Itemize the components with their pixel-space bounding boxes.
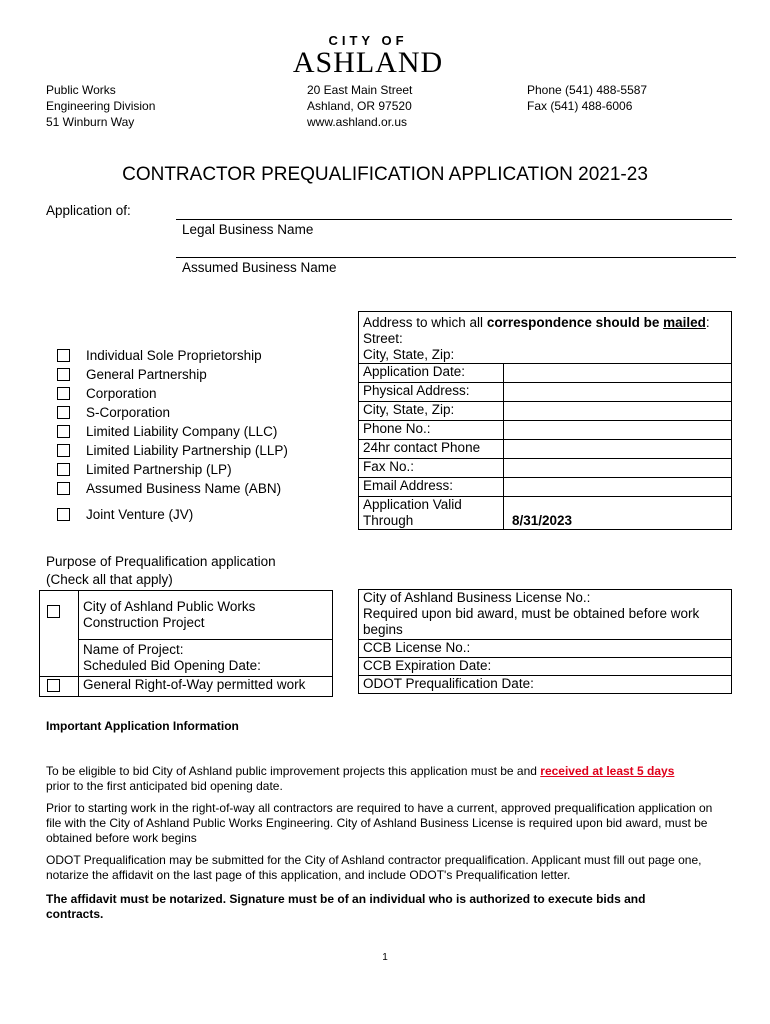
public-works-check-cell[interactable]	[40, 591, 79, 640]
mailing-address-cell[interactable]	[359, 312, 732, 364]
business-license-label: City of Ashland Business License No.:	[363, 590, 591, 605]
legal-name-label: Legal Business Name	[182, 222, 314, 237]
mailing-label-underlined: mailed	[663, 315, 706, 330]
city-state-zip-label: City, State, Zip:	[363, 347, 455, 362]
entity-type-label: Individual Sole Proprietorship	[86, 348, 262, 363]
public-works-label	[79, 591, 333, 640]
para1-text: To be eligible to bid City of Ashland public improvement projects this application must be and	[46, 764, 541, 778]
address-table	[358, 311, 732, 530]
application-of-label: Application of:	[46, 203, 131, 218]
checkbox[interactable]	[57, 482, 70, 495]
header-right	[527, 82, 647, 114]
mailing-label-bold: correspondence should be	[486, 315, 664, 330]
checkbox[interactable]	[57, 444, 70, 457]
entity-type-item[interactable]	[57, 384, 288, 403]
street-label: Street:	[363, 331, 403, 346]
header-left	[46, 82, 155, 130]
checkbox[interactable]	[57, 425, 70, 438]
checkbox[interactable]	[57, 463, 70, 476]
contact-24hr-field[interactable]	[504, 440, 732, 459]
assumed-name-line[interactable]	[176, 257, 736, 258]
entity-type-item[interactable]	[57, 479, 288, 498]
public-works-line-1: City of Ashland Public Works	[83, 599, 256, 614]
checkbox[interactable]	[47, 605, 60, 618]
paragraph-1	[46, 764, 726, 794]
entity-type-label: General Partnership	[86, 367, 207, 382]
entity-type-item[interactable]	[57, 505, 288, 524]
physical-address-field[interactable]	[504, 383, 732, 402]
project-name-label: Name of Project:	[83, 641, 184, 657]
checkbox[interactable]	[57, 349, 70, 362]
license-table	[358, 589, 732, 694]
phone-label: Phone No.:	[359, 421, 504, 440]
valid-line-2: Through	[363, 513, 414, 528]
entity-type-item[interactable]	[57, 422, 288, 441]
header-center	[307, 82, 412, 130]
email-label: Email Address:	[359, 478, 504, 497]
city-state-zip-field[interactable]	[504, 402, 732, 421]
entity-type-item[interactable]	[57, 460, 288, 479]
public-works-line-2: Construction Project	[83, 615, 205, 630]
purpose-line-1: Purpose of Prequalification application	[46, 554, 276, 569]
email-field[interactable]	[504, 478, 732, 497]
para1-continued: prior to the first anticipated bid opening date.	[46, 779, 283, 793]
important-heading: Important Application Information	[46, 719, 239, 733]
entity-type-list	[57, 346, 288, 524]
entity-type-item[interactable]	[57, 346, 288, 365]
header-address: 51 Winburn Way	[46, 115, 135, 129]
ccb-expiration-cell[interactable]: CCB Expiration Date:	[359, 658, 732, 676]
business-license-note: Required upon bid award, must be obtained before work begins	[363, 606, 700, 637]
valid-through-date: 8/31/2023	[504, 497, 732, 530]
header-dept: Public Works	[46, 83, 116, 97]
checkbox[interactable]	[57, 387, 70, 400]
row-label: General Right-of-Way permitted work	[79, 676, 333, 696]
entity-type-label: Limited Partnership (LP)	[86, 462, 232, 477]
checkbox[interactable]	[57, 508, 70, 521]
spacer-cell	[40, 639, 79, 676]
mailing-label-colon: :	[705, 315, 710, 330]
city-state-zip-label-2: City, State, Zip:	[359, 402, 504, 421]
logo-ashland: ASHLAND	[292, 46, 444, 79]
purpose-line-2: (Check all that apply)	[46, 572, 173, 587]
paragraph-3: ODOT Prequalification may be submitted for the City of Ashland contractor prequalification. Applicant must fill out page one, notarize the affidavit on the last page of this application, and include ODOT's Prequalification letter.	[46, 853, 702, 882]
paragraph-4: The affidavit must be notarized. Signature must be of an individual who is authorized to execute bids and contracts.	[46, 892, 646, 921]
legal-name-line[interactable]	[176, 219, 732, 220]
entity-type-item[interactable]	[57, 403, 288, 422]
header-phone: Phone (541) 488-5587	[527, 83, 648, 97]
header-fax: Fax (541) 488-6006	[527, 99, 633, 113]
fax-field[interactable]	[504, 459, 732, 478]
assumed-name-label: Assumed Business Name	[182, 260, 337, 275]
entity-type-label: Limited Liability Company (LLC)	[86, 424, 278, 439]
para1-highlight: received at least 5 days	[540, 764, 675, 778]
header-city: Ashland, OR 97520	[307, 99, 412, 113]
page-title: CONTRACTOR PREQUALIFICATION APPLICATION 2021-23	[122, 164, 648, 185]
entity-type-label: Limited Liability Partnership (LLP)	[86, 443, 288, 458]
header-division: Engineering Division	[46, 99, 156, 113]
checkbox[interactable]	[57, 406, 70, 419]
paragraph-2: Prior to starting work in the right-of-way all contractors are required to have a current, approved prequalification application on file with the City of Ashland Public Works Engineering. City of Ashland Business License is required upon bid award, must be obtained before work begins	[46, 801, 713, 845]
row-check-cell[interactable]	[40, 676, 79, 696]
entity-type-label: Joint Venture (JV)	[86, 507, 194, 522]
entity-type-label: Corporation	[86, 386, 157, 401]
business-license-cell[interactable]	[359, 590, 732, 640]
checkbox[interactable]	[47, 679, 60, 692]
odot-date-cell[interactable]: ODOT Prequalification Date:	[359, 676, 732, 694]
application-date-label: Application Date:	[359, 364, 504, 383]
checkbox[interactable]	[57, 368, 70, 381]
entity-type-label: Assumed Business Name (ABN)	[86, 481, 282, 496]
project-details[interactable]	[79, 639, 333, 676]
purpose-heading	[46, 553, 276, 589]
bid-date-label: Scheduled Bid Opening Date:	[83, 657, 261, 673]
phone-field[interactable]	[504, 421, 732, 440]
purpose-table	[39, 590, 333, 697]
application-date-field[interactable]	[504, 364, 732, 383]
logo-city-of: CITY OF	[328, 33, 408, 48]
page-number: 1	[382, 952, 388, 963]
entity-type-label: S-Corporation	[86, 405, 171, 420]
mailing-label: Address to which all	[363, 315, 487, 330]
header-street: 20 East Main Street	[307, 83, 413, 97]
physical-address-label: Physical Address:	[359, 383, 504, 402]
header-website: www.ashland.or.us	[307, 115, 408, 129]
fax-label: Fax No.:	[359, 459, 504, 478]
valid-through-label	[359, 497, 504, 530]
entity-type-item[interactable]	[57, 441, 288, 460]
contact-24hr-label: 24hr contact Phone	[359, 440, 504, 459]
ccb-license-cell[interactable]: CCB License No.:	[359, 640, 732, 658]
valid-line-1: Application Valid	[363, 497, 462, 512]
entity-type-item[interactable]	[57, 365, 288, 384]
